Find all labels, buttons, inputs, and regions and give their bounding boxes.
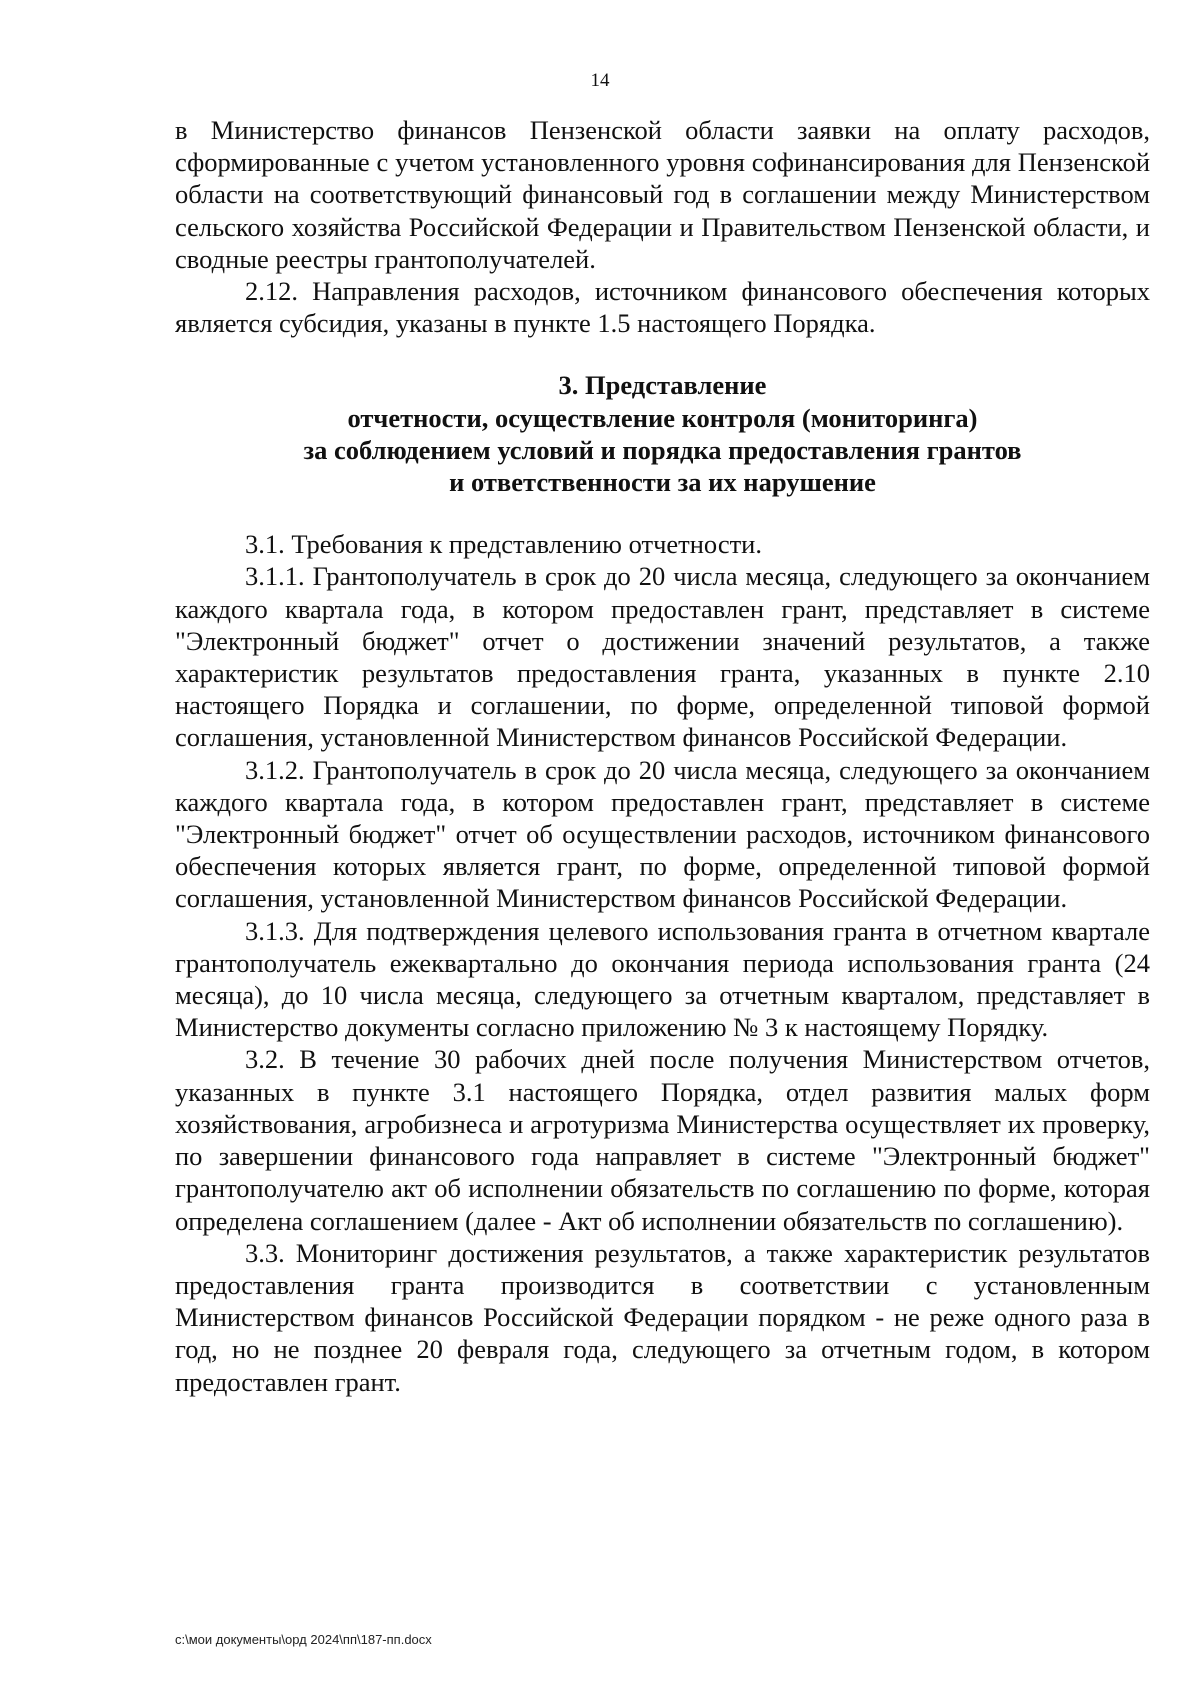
section-heading-line: и ответственности за их нарушение [449, 467, 876, 498]
paragraph-3-1-3: 3.1.3. Для подтверждения целевого использования гранта в отчетном квартале грантополучатель ежеквартально до окончания периода использования гранта (24 месяца), до 10 числа месяца, следующего за отчетным кварталом, представляет в Министерство документы согласно приложению № 3 к настоящему Порядку. [175, 915, 1150, 1043]
paragraph-3-1: 3.1. Требования к представлению отчетности. [245, 529, 762, 560]
file-path-footer: c:\мои документы\орд 2024\пп\187-пп.docx [175, 1632, 432, 1647]
section-heading-line: отчетности, осуществление контроля (мониторинга) [347, 402, 978, 433]
section-3-heading [175, 369, 1150, 498]
paragraph-2-12: 2.12. Направления расходов, источником финансового обеспечения которых является субсидия, указаны в пункте 1.5 настоящего Порядка. [175, 276, 1150, 339]
section-heading-line: за соблюдением условий и порядка предоставления грантов [303, 434, 1022, 465]
paragraph-continuation: в Министерство финансов Пензенской области заявки на оплату расходов, сформированные с учетом установленного уровня софинансирования для Пензенской области на соответствующий финансовый год в соглашении между Министерством сельского хозяйства Российской Федерации и Правительством Пензенской области, и сводные реестры грантополучателей. [175, 115, 1150, 274]
paragraph-3-1-1: 3.1.1. Грантополучатель в срок до 20 числа месяца, следующего за окончанием каждого квартала года, в котором предоставлен грант, представляет в системе "Электронный бюджет" отчет о достижении значений результатов, а также характеристик результатов предоставления гранта, указанных в пункте 2.10 настоящего Порядка и соглашении, по форме, определенной типовой формой соглашения, установленной Министерством финансов Российской Федерации. [175, 561, 1150, 753]
document-body [175, 114, 1150, 1398]
page-number: 14 [590, 70, 610, 91]
paragraph-3-3: 3.3. Мониторинг достижения результатов, а также характеристик результатов предоставления гранта производится в соответствии с установленным Министерством финансов Российской Федерации порядком - не реже одного раза в год, но не позднее 20 февраля года, следующего за отчетным годом, в котором предоставлен грант. [175, 1237, 1150, 1397]
paragraph-3-1-2: 3.1.2. Грантополучатель в срок до 20 числа месяца, следующего за окончанием каждого квартала года, в котором предоставлен грант, представляет в системе "Электронный бюджет" отчет об осуществлении расходов, источником финансового обеспечения которых является грант, по форме, определенной типовой формой соглашения, установленной Министерством финансов Российской Федерации. [175, 754, 1150, 914]
section-heading-line: 3. Представление [558, 370, 767, 401]
paragraph-3-2: 3.2. В течение 30 рабочих дней после получения Министерством отчетов, указанных в пункте 3.1 настоящего Порядка, отдел развития малых форм хозяйствования, агробизнеса и агротуризма Министерства осуществляет их проверку, по завершении финансового года направляет в системе "Электронный бюджет" грантополучателю акт об исполнении обязательств по соглашению по форме, которая определена соглашением (далее - Акт об исполнении обязательств по соглашению). [175, 1044, 1150, 1236]
